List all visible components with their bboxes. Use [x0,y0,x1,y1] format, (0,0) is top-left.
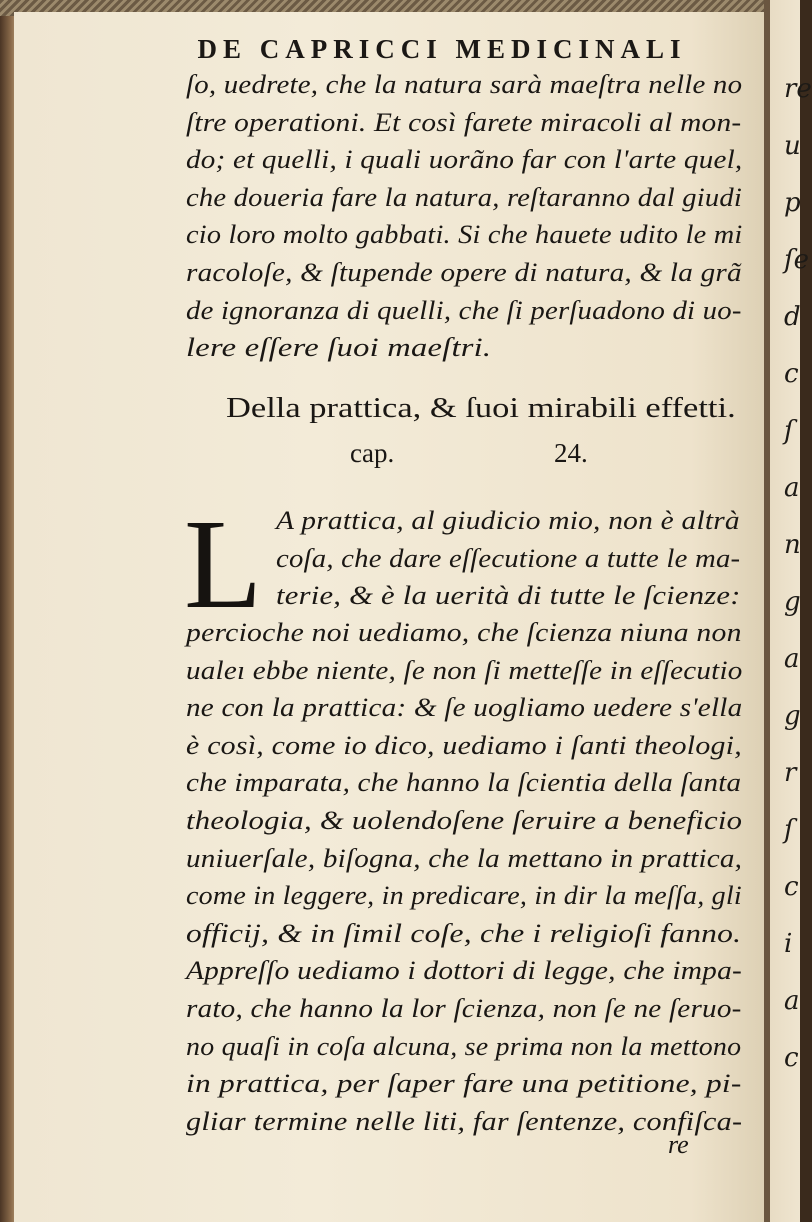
facing-page-letter: g [784,701,801,731]
text-line: terie, & è la uerità di tutte le ſcienze: [276,581,741,610]
facing-page-letter: c [784,1043,799,1073]
text-line: ſo, uedrete, che la natura sarà maeſtra nelle no [186,70,743,99]
text-line: theologia, & uolendoſene ſeruire a beneficio [186,806,743,835]
text-line: percioche noi uediamo, che ſcienza niuna non [186,618,742,647]
chapter-label: cap. [350,438,395,468]
facing-page-letter: c [784,872,799,902]
facing-page-letter: i [784,929,793,959]
text-line: cio loro molto gabbati. Si che hauete udito le mi [186,220,743,250]
facing-page-letter: ſe [784,245,810,275]
text-line: che doueria fare la natura, reſtaranno dal giudi [186,182,743,212]
text-line: rato, che hanno la lor ſcienza, non ſe ne ſeruo- [186,994,742,1023]
catchword: re [668,1130,689,1159]
text-line: ualeı ebbe niente, ſe non ſi metteſſe in eſſecutio [186,655,743,685]
text-line: gliar termine nelle liti, far ſentenze, confiſca- [186,1106,743,1136]
text-line: racoloſe, & ſtupende opere di natura, & la grã [186,258,742,287]
facing-page-letter: a [784,644,800,674]
facing-page-letter: a [784,473,800,503]
facing-page-letter: g [784,587,801,617]
text-line: come in leggere, in predicare, in dir la meſſa, gli [186,881,742,911]
text-line: ſtre operationi. Et così farete miracoli al mon- [186,107,742,137]
facing-page-letter: c [784,359,799,389]
drop-cap: L [184,493,263,635]
text-line: che imparata, che hanno la ſcientia della ſanta [186,768,742,798]
facing-page-edge [764,0,812,1222]
text-line: de ignoranza di quelli, che ſi perſuadono di uo- [186,295,742,325]
facing-page-letter: ſ [784,815,794,845]
text-line: no quaſi in coſa alcuna, se prima non la mettono [186,1031,742,1061]
facing-page-letter: n [784,530,801,560]
facing-page-letter: a [784,986,800,1016]
facing-page-letter: u [784,131,801,161]
text-line: Appreſſo uediamo i dottori di legge, che impa- [186,956,743,986]
facing-page-letter: ſ [784,416,794,446]
text-line: A prattica, al giudicio mio, non è altrà [276,506,740,535]
chapter-title: Della prattica, & ſuoi mirabili effetti. [226,392,736,424]
text-line: officij, & in ſimil coſe, che i religioſi fanno. [186,918,742,948]
text-line: lere eſſere ſuoi maeſtri. [186,333,492,363]
text-line: do; et quelli, i quali uorãno far con l'arte quel, [186,145,743,175]
running-header: DE CAPRICCI MEDICINALI [197,34,687,64]
text-line: è così, come io dico, uediamo i ſanti theologi, [186,730,742,760]
text-line: ne con la prattica: & ſe uogliamo uedere s'ella [186,693,743,723]
facing-page-letter: r [784,758,797,788]
chapter-number: 24. [554,438,588,468]
text-line: uniuerſale, biſogna, che la mettano in prattica, [186,843,743,873]
text-line: coſa, che dare eſſecutione a tutte le ma- [276,543,741,573]
facing-page-letter: re [784,74,812,104]
facing-page-letter: d [784,302,801,332]
text-line: in prattica, per ſaper fare una petitione, pi- [186,1069,742,1099]
facing-page-letter: p [784,188,801,218]
